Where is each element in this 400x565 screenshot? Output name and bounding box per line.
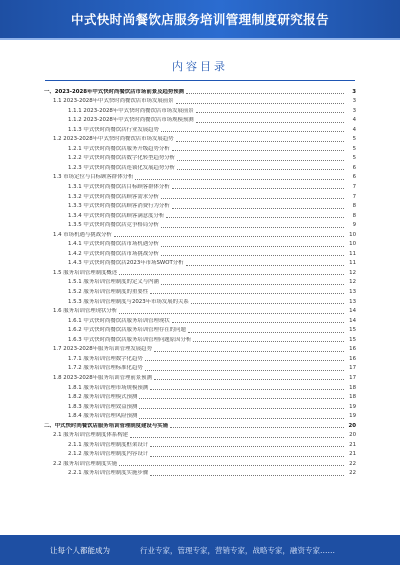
toc-entry-page: 7 (352, 184, 356, 191)
toc-entry-label: 1.2.1 中式快时尚餐饮店服务升级趋势分析 (68, 145, 170, 152)
toc-entry[interactable] (44, 315, 356, 325)
toc-entry[interactable] (44, 401, 356, 411)
toc-entry-label: 1.1.1 2023-2028年中式快时尚餐饮店市场发展前景 (68, 107, 194, 114)
toc-entry[interactable] (44, 372, 356, 382)
toc-entry-page: 5 (352, 145, 356, 152)
toc-entry-page: 7 (352, 193, 356, 200)
toc-leader-dots (188, 332, 344, 333)
toc-entry[interactable] (44, 430, 356, 440)
toc-entry-page: 20 (349, 432, 356, 439)
toc-leader-dots (150, 293, 344, 294)
toc-entry-label: 1.4.1 中式快时尚餐饮店市场机遇分析 (68, 241, 159, 248)
toc-entry-label: 1.3.4 中式快时尚餐饮店顾客满意度分析 (68, 212, 165, 219)
toc-entry[interactable] (44, 124, 356, 134)
toc-entry-page: 22 (349, 460, 356, 467)
toc-entry-label: 2.2 服务培训管理制度实施 (53, 460, 118, 467)
toc-leader-dots (177, 169, 344, 170)
toc-entry[interactable] (44, 267, 356, 277)
toc-entry-label: 一、2023-2028年中式快时尚餐饮店市场前景及趋势预测 (44, 88, 185, 95)
toc-entry-page: 19 (349, 403, 356, 410)
toc-entry-label: 1.6.2 中式快时尚餐饮店服务培训管理存在的问题 (68, 327, 186, 334)
toc-entry[interactable] (44, 134, 356, 144)
toc-entry[interactable] (44, 115, 356, 125)
toc-entry[interactable] (44, 258, 356, 268)
toc-entry-label: 1.2.3 中式快时尚餐饮店连锁化发展趋势分析 (68, 164, 176, 171)
toc-entry-page: 21 (349, 451, 356, 458)
toc-entry-page: 11 (349, 260, 356, 267)
toc-leader-dots (196, 112, 344, 113)
toc-entry-label: 1.2.2 中式快时尚餐饮店数字化转型趋势分析 (68, 155, 176, 162)
toc-entry[interactable] (44, 439, 356, 449)
toc-entry[interactable] (44, 296, 356, 306)
toc-leader-dots (150, 389, 344, 390)
toc-leader-dots (161, 227, 344, 228)
toc-entry-label: 1.6.3 中式快时尚餐饮店服务培训管理问题原因分析 (68, 336, 192, 343)
toc-entry[interactable] (44, 286, 356, 296)
toc-entry[interactable] (44, 277, 356, 287)
toc-entry-label: 1.8.3 服务培训管理效益预测 (68, 403, 138, 410)
toc-leader-dots (154, 379, 344, 380)
toc-entry[interactable] (44, 334, 356, 344)
toc-entry-page: 5 (352, 155, 356, 162)
toc-entry[interactable] (44, 143, 356, 153)
toc-entry-label: 1.8.2 服务培训管理模式预测 (68, 394, 138, 401)
toc-entry-label: 1.7.2 服务培训管理标准化趋势 (68, 365, 143, 372)
toc-entry-label: 1.6 服务培训管理现状分析 (53, 308, 118, 315)
toc-leader-dots (154, 351, 344, 352)
toc-entry-page: 15 (349, 327, 356, 334)
toc-leader-dots (176, 141, 344, 142)
toc-leader-dots (119, 465, 344, 466)
toc-entry[interactable] (44, 105, 356, 115)
toc-entry-page: 17 (349, 365, 356, 372)
toc-entry-page: 3 (352, 88, 356, 95)
toc-leader-dots (172, 322, 344, 323)
toc-entry[interactable] (44, 239, 356, 249)
toc-entry-page: 12 (349, 279, 356, 286)
toc-entry-label: 1.4.3 中式快时尚餐饮店2023年市场SWOT分析 (68, 260, 184, 267)
toc-leader-dots (119, 274, 344, 275)
toc-leader-dots (172, 208, 344, 209)
toc-entry-page: 20 (348, 422, 356, 429)
toc-leader-dots (135, 179, 344, 180)
toc-entry[interactable] (44, 306, 356, 316)
toc-entry-page: 3 (352, 107, 356, 114)
toc-leader-dots (161, 246, 344, 247)
toc-entry[interactable] (44, 411, 356, 421)
toc-entry-page: 3 (352, 98, 356, 105)
toc-entry-label: 2.1.2 服务培训管理制度内容设计 (68, 451, 149, 458)
page-footer (0, 535, 400, 565)
toc-entry-page: 14 (349, 308, 356, 315)
toc-entry-page: 19 (349, 413, 356, 420)
toc-entry-page: 8 (352, 203, 356, 210)
toc-entry-page: 16 (349, 355, 356, 362)
toc-leader-dots (114, 236, 344, 237)
toc-leader-dots (170, 427, 344, 428)
toc-entry-label: 1.8 2023-2028年服务培训管理前景预测 (53, 374, 152, 381)
toc-leader-dots (145, 360, 344, 361)
toc-entry-page: 10 (349, 231, 356, 238)
toc-leader-dots (186, 265, 344, 266)
report-header (0, 0, 400, 38)
toc-leader-dots (150, 475, 344, 476)
toc-entry-page: 22 (349, 470, 356, 477)
toc-entry[interactable] (44, 96, 356, 106)
toc-entry-page: 21 (349, 441, 356, 448)
toc-entry-label: 1.1.3 中式快时尚餐饮店行业发展趋势 (68, 126, 159, 133)
toc-entry-page: 18 (349, 394, 356, 401)
toc-entry-page: 11 (349, 250, 356, 257)
toc-entry[interactable] (44, 344, 356, 354)
header-divider (0, 38, 400, 40)
toc-entry[interactable] (44, 162, 356, 172)
toc-entry[interactable] (44, 248, 356, 258)
toc-entry[interactable] (44, 458, 356, 468)
footer-slogan: 让每个人都能成为 (50, 545, 110, 555)
toc-entry[interactable] (44, 153, 356, 163)
toc-entry-page: 18 (349, 384, 356, 391)
toc-entry-label: 1.4 市场机遇与挑战分析 (53, 231, 112, 238)
toc-entry-page: 13 (349, 298, 356, 305)
toc-entry-label: 1.3.1 中式快时尚餐饮店目标顾客群体分析 (68, 184, 170, 191)
toc-leader-dots (176, 103, 344, 104)
toc-leader-dots (150, 446, 344, 447)
toc-entry[interactable] (44, 449, 356, 459)
toc-entry-page: 15 (349, 336, 356, 343)
toc-entry-label: 二、中式快时尚餐饮店服务培训管理制度建设与实施 (44, 422, 168, 429)
toc-entry[interactable] (44, 181, 356, 191)
toc-leader-dots (139, 408, 344, 409)
toc-leader-dots (172, 188, 344, 189)
toc-entry[interactable] (44, 382, 356, 392)
toc-entry-label: 1.5.2 服务培训管理制度的重要性 (68, 289, 149, 296)
toc-entry-label: 1.1.2 2023-2028年中式快时尚餐饮店市场规模预测 (68, 117, 194, 124)
toc-entry-label: 1.3.3 中式快时尚餐饮店顾客消费行为分析 (68, 203, 170, 210)
toc-entry-page: 17 (349, 374, 356, 381)
toc-title: 内容目录 (172, 60, 228, 73)
toc-entry-label: 2.2.1 服务培训管理制度实施步骤 (68, 470, 149, 477)
toc-entry[interactable] (44, 363, 356, 373)
table-of-contents (44, 86, 356, 477)
toc-entry-page: 12 (349, 269, 356, 276)
toc-leader-dots (119, 313, 344, 314)
toc-entry-page: 9 (352, 222, 356, 229)
toc-entry-label: 2.1.1 服务培训管理制度框架设计 (68, 441, 149, 448)
toc-entry[interactable] (44, 468, 356, 478)
toc-entry[interactable] (44, 392, 356, 402)
toc-leader-dots (172, 150, 344, 151)
toc-entry-label: 1.6.1 中式快时尚餐饮店服务培训管理现状 (68, 317, 170, 324)
toc-entry[interactable] (44, 229, 356, 239)
toc-entry[interactable] (44, 220, 356, 230)
toc-entry-page: 4 (352, 126, 356, 133)
toc-entry-label: 1.1 2023-2028年中式快时尚餐饮店市场发展前景 (53, 98, 174, 105)
toc-entry[interactable] (44, 420, 356, 430)
footer-tagline: 行业专家，管理专家，营销专家，战略专家，融资专家…… (140, 545, 335, 555)
toc-entry-page: 6 (352, 174, 356, 181)
toc-entry-page: 6 (352, 164, 356, 171)
toc-leader-dots (191, 303, 344, 304)
toc-divider (45, 80, 355, 81)
toc-entry-label: 1.2 2023-2028年中式快时尚餐饮店市场发展趋势 (53, 136, 174, 143)
toc-entry-page: 16 (349, 346, 356, 353)
toc-entry[interactable] (44, 86, 356, 96)
toc-entry-label: 1.5.3 服务培训管理制度与2023年市场发展的关系 (68, 298, 189, 305)
toc-entry[interactable] (44, 325, 356, 335)
toc-entry[interactable] (44, 191, 356, 201)
toc-leader-dots (177, 160, 344, 161)
toc-entry-label: 1.8.1 服务培训管理市场规模预测 (68, 384, 149, 391)
toc-leader-dots (139, 398, 344, 399)
toc-entry-page: 4 (352, 117, 356, 124)
toc-entry-label: 1.4.2 中式快时尚餐饮店市场挑战分析 (68, 250, 159, 257)
toc-entry-label: 1.7 2023-2028年服务培训管理发展趋势 (53, 346, 152, 353)
toc-entry[interactable] (44, 353, 356, 363)
toc-entry[interactable] (44, 172, 356, 182)
toc-leader-dots (166, 217, 344, 218)
toc-leader-dots (130, 437, 344, 438)
toc-leader-dots (161, 255, 344, 256)
toc-entry-label: 1.7.1 服务培训管理数字化趋势 (68, 355, 143, 362)
toc-leader-dots (161, 284, 344, 285)
report-title: 中式快时尚餐饮店服务培训管理制度研究报告 (70, 12, 329, 27)
toc-entry-label: 1.3.5 中式快时尚餐饮店竞争格局分析 (68, 222, 159, 229)
toc-entry-page: 10 (349, 241, 356, 248)
toc-leader-dots (161, 198, 344, 199)
toc-entry-label: 1.8.4 服务培训管理风险预测 (68, 413, 138, 420)
toc-entry-label: 1.3.2 中式快时尚餐饮店顾客需求分析 (68, 193, 159, 200)
toc-leader-dots (150, 456, 344, 457)
toc-leader-dots (139, 418, 344, 419)
toc-entry[interactable] (44, 210, 356, 220)
toc-entry[interactable] (44, 201, 356, 211)
toc-leader-dots (196, 122, 344, 123)
toc-leader-dots (145, 370, 344, 371)
toc-entry-label: 1.3 市场定位与目标顾客群体分析 (53, 174, 134, 181)
toc-leader-dots (186, 93, 344, 94)
toc-leader-dots (193, 341, 344, 342)
toc-entry-page: 14 (349, 317, 356, 324)
toc-entry-page: 13 (349, 289, 356, 296)
toc-entry-page: 5 (352, 136, 356, 143)
toc-entry-label: 1.5.1 服务培训管理制度的定义与内涵 (68, 279, 159, 286)
toc-entry-label: 2.1 服务培训管理制度体系构建 (53, 432, 128, 439)
toc-leader-dots (161, 131, 344, 132)
toc-entry-label: 1.5 服务培训管理制度概述 (53, 269, 118, 276)
toc-entry-page: 8 (352, 212, 356, 219)
